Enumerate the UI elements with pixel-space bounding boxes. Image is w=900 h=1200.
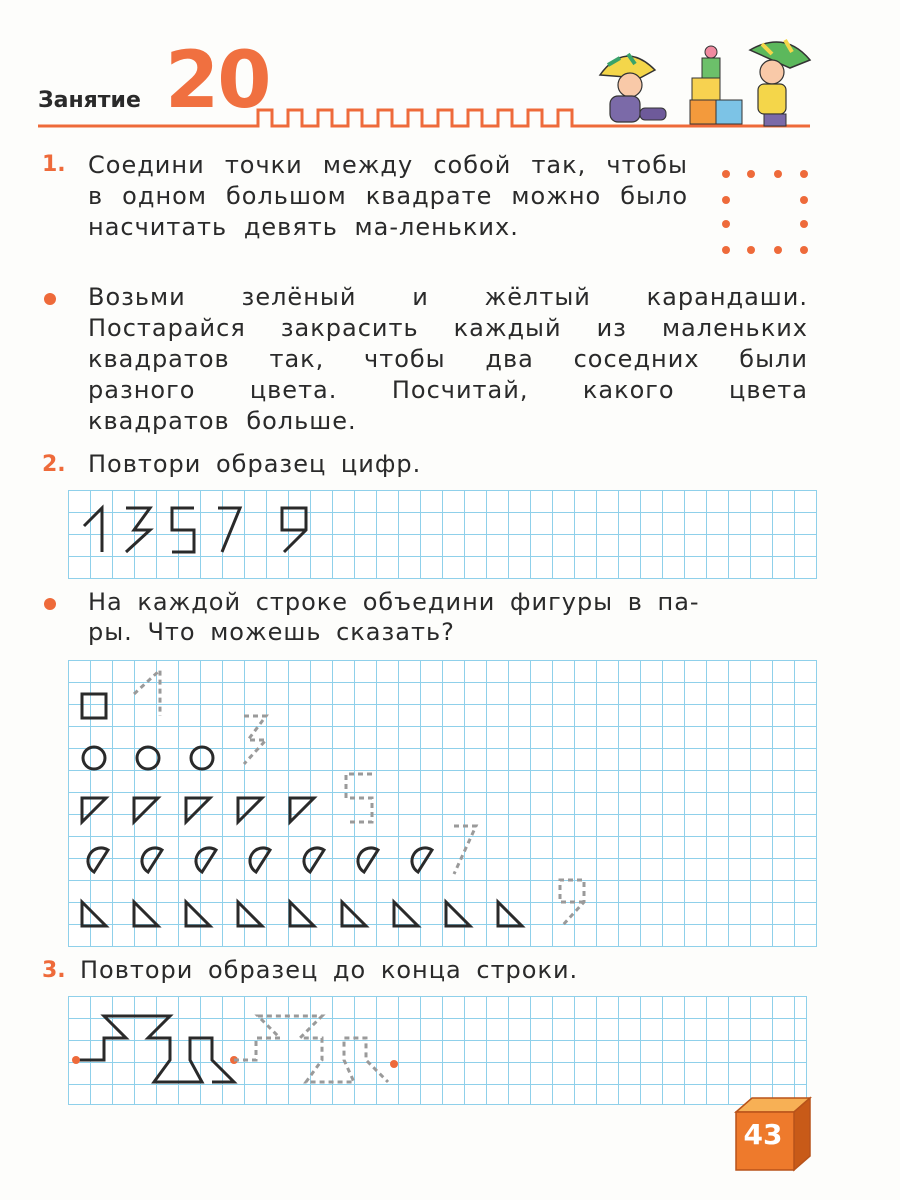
lesson-label: Занятие xyxy=(38,88,141,113)
half-circle-shape xyxy=(88,848,108,872)
dot-square-grid xyxy=(716,162,816,262)
blocks-icon xyxy=(690,46,742,124)
triangle-shape xyxy=(238,798,262,822)
task-number: 3. xyxy=(42,958,66,983)
page-number: 43 xyxy=(743,1118,783,1151)
half-circle-shape xyxy=(358,848,378,872)
dashed-digit-7 xyxy=(454,826,476,874)
half-circle-shape xyxy=(412,848,432,872)
gnomes-illustration xyxy=(580,30,820,130)
half-circle-shape xyxy=(250,848,270,872)
task-number: 2. xyxy=(42,452,66,477)
shapes-rows xyxy=(68,660,816,946)
lesson-number: 20 xyxy=(165,36,270,126)
bullet-icon xyxy=(44,293,56,305)
circle-shape xyxy=(83,747,105,769)
circle-shape xyxy=(137,747,159,769)
right-triangle-shape xyxy=(290,902,314,926)
right-triangle-shape xyxy=(342,902,366,926)
triangle-shape xyxy=(290,798,314,822)
circle-shape xyxy=(191,747,213,769)
right-triangle-shape xyxy=(446,902,470,926)
triangle-shape xyxy=(186,798,210,822)
half-circle-shape xyxy=(142,848,162,872)
triangle-shape xyxy=(134,798,158,822)
right-triangle-shape xyxy=(498,902,522,926)
task-number: 1. xyxy=(42,152,66,177)
bullet-icon xyxy=(44,598,56,610)
dashed-digit-5 xyxy=(346,774,372,822)
half-circle-shape xyxy=(196,848,216,872)
task2-text: Повтори образец цифр. xyxy=(88,450,422,478)
dashed-digit-3 xyxy=(244,716,266,764)
gnome-right-icon xyxy=(750,40,810,126)
task3-text: Повтори образец до конца строки. xyxy=(80,956,579,984)
start-dot-icon xyxy=(72,1056,80,1064)
pattern-sample xyxy=(68,996,806,1104)
right-triangle-shape xyxy=(186,902,210,926)
task1-sub-text: Возьми зелёный и жёлтый карандаши. Постарайся закрасить каждый из маленьких квадратов так, чтобы два соседних были разного цвета. Посчитай, какого цвета квадратов больше. xyxy=(88,283,808,435)
dashed-digit-9 xyxy=(560,880,584,926)
right-triangle-shape xyxy=(134,902,158,926)
task2-sub-line2: ры. Что можешь сказать? xyxy=(88,618,455,646)
task1-text: Соедини точки между собой так, чтобы в одном большом квадрате можно было насчитать девять ма-леньких. xyxy=(88,151,688,241)
right-triangle-shape xyxy=(238,902,262,926)
task2-sub-line1: На каждой строке объедини фигуры в па- xyxy=(88,588,700,616)
half-circle-shape xyxy=(304,848,324,872)
right-triangle-shape xyxy=(82,902,106,926)
continue-dot-icon xyxy=(390,1060,398,1068)
square-shape xyxy=(82,694,106,718)
right-triangle-shape xyxy=(394,902,418,926)
digits-sample xyxy=(68,490,328,578)
dashed-digit-1 xyxy=(134,670,160,716)
gnome-left-icon xyxy=(600,54,666,122)
triangle-shape xyxy=(82,798,106,822)
